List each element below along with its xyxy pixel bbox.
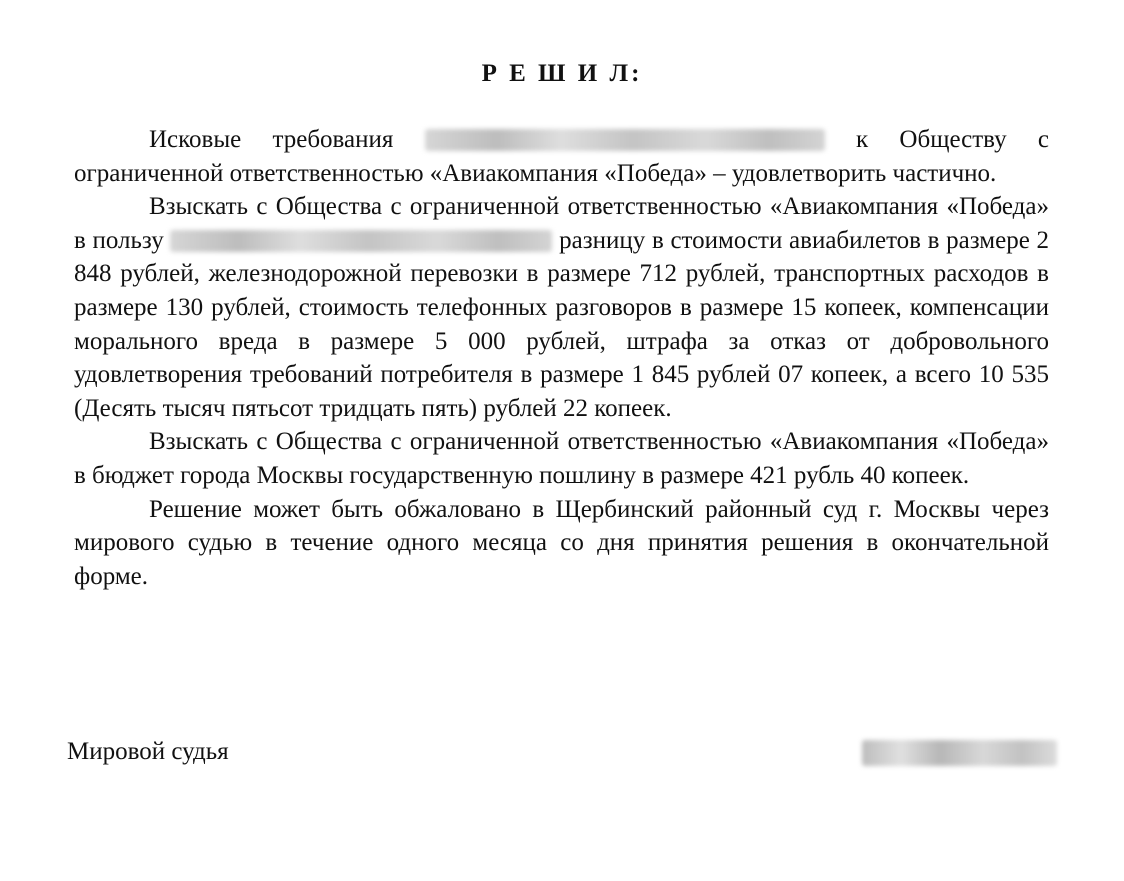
paragraph-claims: [74, 123, 1049, 190]
paragraph-recovery-text-after: разницу в стоимости авиабилетов в размере 2 848 рублей, железнодорожной перевозки в размере 712 рублей, транспортных расходов в размере 130 рублей, стоимость телефонных разговоров в размере 15 копеек, компенсации морального вреда в размере 5 000 рублей, штрафа за отказ от добровольного удовлетворения требований потребителя в размере 1 845 рублей 07 копеек, а всего 10 535 (Десять тысяч пятьсот тридцать пять) рублей 22 копеек.: [74, 226, 1049, 422]
redacted-plaintiff-name-2: [170, 230, 552, 252]
paragraph-recovery-text-before: Взыскать с Общества с ограниченной ответственностью «Авиакомпания «Победа» в пользу: [74, 193, 1049, 254]
paragraph-appeal: Решение может быть обжаловано в Щербинский районный суд г. Москвы через мирового судью в течение одного месяца со дня принятия решения в окончательной форме.: [74, 495, 1049, 590]
decision-body: [74, 123, 1049, 593]
redacted-plaintiff-name: [425, 129, 825, 151]
paragraph-recovery: [74, 190, 1049, 425]
paragraph-claims-text-after: к Обществу с ограниченной ответственностью «Авиакомпания «Победа» – удовлетворить частично.: [74, 126, 1050, 187]
paragraph-claims-text-before: Исковые требования: [149, 126, 394, 153]
paragraph-state-duty: Взыскать с Общества с ограниченной ответственностью «Авиакомпания «Победа» в бюджет города Москвы государственную пошлину в размере 421 рубль 40 копеек.: [74, 428, 1049, 489]
decision-heading: Р Е Ш И Л:: [481, 60, 643, 87]
judge-title: Мировой судья: [67, 738, 229, 765]
redacted-judge-name: [862, 740, 1057, 766]
